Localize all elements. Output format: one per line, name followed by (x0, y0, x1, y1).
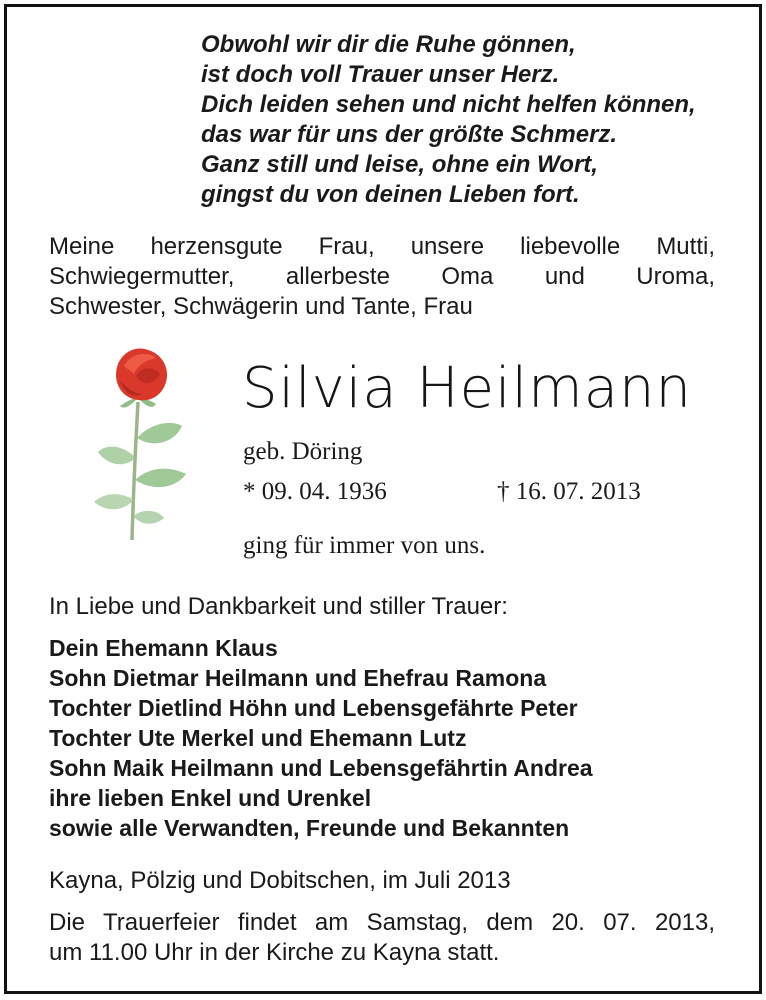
deceased-name: Silvia Heilmann (242, 356, 693, 421)
poem-line: ist doch voll Trauer unser Herz. (201, 61, 560, 88)
intro-paragraph (49, 232, 715, 322)
mourner: Sohn Maik Heilmann und Lebensgefährtin Andrea (49, 755, 593, 781)
mourners-list (49, 633, 593, 843)
mourner: Sohn Dietmar Heilmann und Ehefrau Ramona (49, 665, 547, 691)
poem-line: Ganz still und leise, ohne ein Wort, (201, 151, 598, 178)
poem (201, 30, 696, 210)
death-date: † 16. 07. 2013 (497, 478, 641, 505)
birth-date: * 09. 04. 1936 (243, 478, 387, 505)
poem-line: Dich leiden sehen und nicht helfen können, (201, 91, 696, 118)
poem-line: gingst du von deinen Lieben fort. (201, 181, 580, 208)
mourner: Tochter Ute Merkel und Ehemann Lutz (49, 725, 467, 751)
intro-line: Schwester, Schwägerin und Tante, Frau (49, 293, 473, 320)
passed-away-text: ging für immer von uns. (243, 532, 486, 559)
poem-line: das war für uns der größte Schmerz. (201, 121, 618, 148)
intro-line: Meine herzensgute Frau, unsere liebevolle Mutti, (49, 233, 715, 260)
funeral-line: um 11.00 Uhr in der Kirche zu Kayna statt. (49, 939, 500, 966)
poem-line: Obwohl wir dir die Ruhe gönnen, (201, 31, 576, 58)
place-date: Kayna, Pölzig und Dobitschen, im Juli 2013 (49, 867, 511, 894)
funeral-line: Die Trauerfeier findet am Samstag, dem 20. 07. 2013, (49, 909, 715, 936)
mourner: ihre lieben Enkel und Urenkel (49, 785, 372, 811)
mourner: sowie alle Verwandten, Freunde und Bekannten (49, 815, 570, 841)
mourner: Tochter Dietlind Höhn und Lebensgefährte Peter (49, 695, 578, 721)
maiden-name: geb. Döring (243, 438, 363, 465)
rose-icon (90, 340, 200, 550)
intro-line: Schwiegermutter, allerbeste Oma und Uroma, (49, 263, 715, 290)
mourning-line: In Liebe und Dankbarkeit und stiller Trauer: (49, 593, 508, 620)
funeral-info (49, 908, 715, 968)
mourner: Dein Ehemann Klaus (49, 635, 278, 661)
